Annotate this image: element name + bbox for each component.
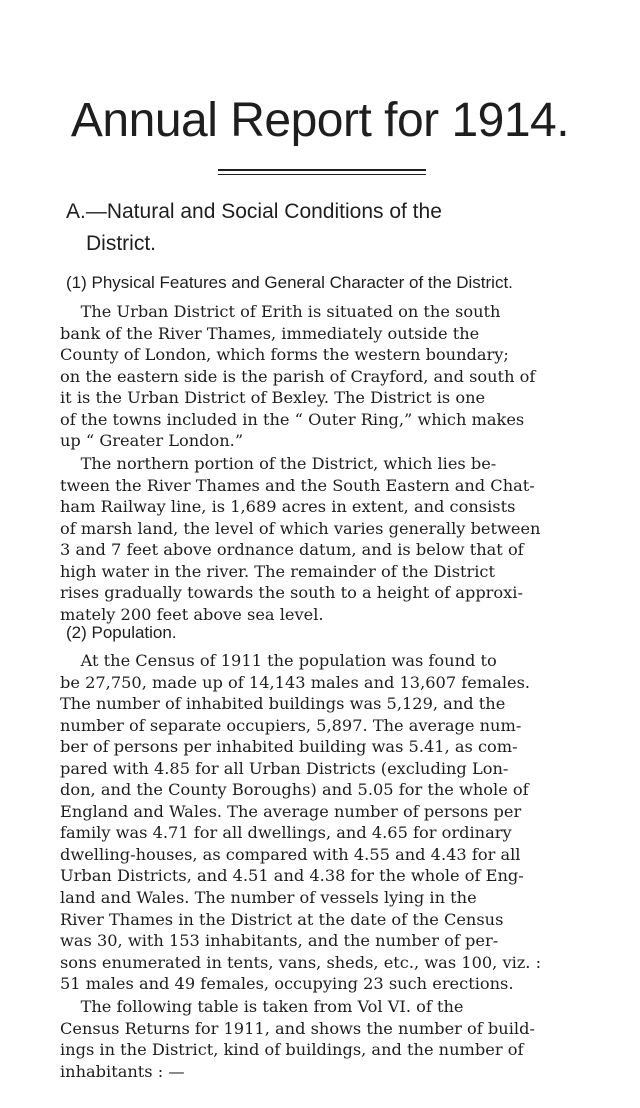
paragraph-northern-portion: The northern portion of the District, which lies be- tween the River Thames and the South Eastern and Chat- ham Railway line, is 1,689 acres in extent, and consists of marsh land, the level of which varies generally between 3 and 7 feet above ordnance datum, and is below that of high water in the river. The remainder of the District rises gradually towards the south to a height of approxi- mately 200 feet above sea level. (60, 454, 541, 624)
section-heading-line1: A.—Natural and Social Conditions of the (66, 200, 442, 223)
paragraph-table-intro: The following table is taken from Vol VI. of the Census Returns for 1911, and shows the number of build- ings in the District, kind of buildings, and the number of inhabitants : — (60, 997, 535, 1081)
subsection-physical-heading: (1) Physical Features and General Character of the District. (66, 273, 513, 292)
section-heading (66, 196, 586, 260)
title-rule-thin (218, 174, 426, 175)
title-rule-thick (218, 169, 426, 171)
paragraph-census: At the Census of 1911 the population was found to be 27,750, made up of 14,143 males and 13,607 females. The number of inhabited buildings was 5,129, and the number of separate occupiers, 5,897. The average num- ber of persons per inhabited building was 5.41, as com- pared with 4.85 for all Urban Districts (excluding Lon- don, and the County Boroughs) and 5.05 for the whole of England and Wales. The average number of persons per family was 4.71 for all dwellings, and 4.65 for ordinary dwelling-houses, as compared with 4.55 and 4.43 for all Urban Districts, and 4.51 and 4.38 for the whole of Eng- land and Wales. The number of vessels lying in the River Thames in the District at the date of the Census was 30, with 153 inhabitants, and the number of per- sons enumerated in tents, vans, sheds, etc., was 100, viz. : 51 males and 49 females, occupying 23 such erections. (60, 651, 542, 994)
page-title: Annual Report for 1914. (70, 94, 570, 147)
subsection-population-heading: (2) Population. (66, 623, 177, 642)
section-heading-line2: District. (86, 232, 156, 255)
paragraph-location: The Urban District of Erith is situated on the south bank of the River Thames, immediately outside the County of London, which forms the western boundary; on the eastern side is the parish of Crayford, and south of it is the Urban District of Bexley. The District is one of the towns included in the “ Outer Ring,” which makes up “ Greater London.” (60, 302, 536, 451)
